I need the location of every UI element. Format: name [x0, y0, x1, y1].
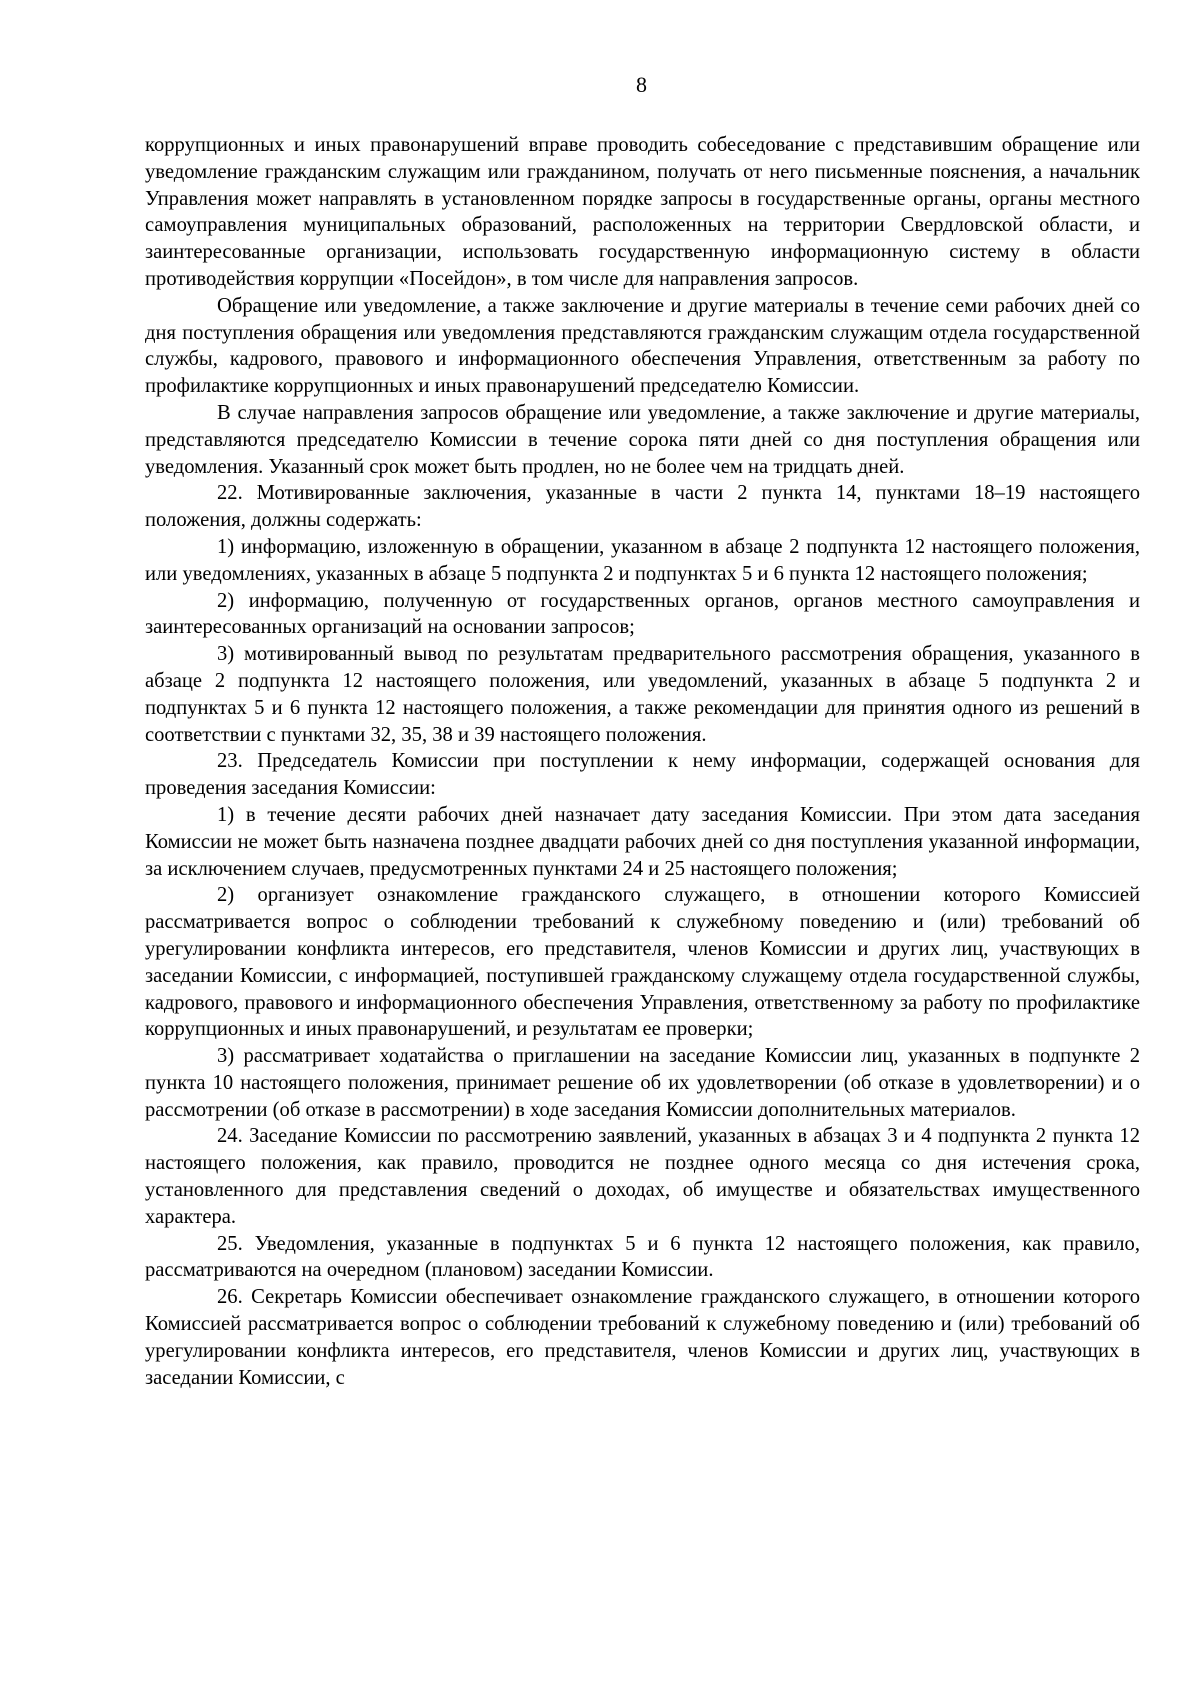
document-body — [145, 132, 1140, 1391]
paragraph: Обращение или уведомление, а также заключение и другие материалы в течение семи рабочих дней со дня поступления обращения или уведомления представляются гражданским служащим отдела государственной службы, кадрового, правового и информационного обеспечения Управления, ответственным за работу по профилактике коррупционных и иных правонарушений председателю Комиссии. — [145, 294, 1140, 398]
page-number: 8 — [636, 72, 647, 97]
clause-22: 22. Мотивированные заключения, указанные в части 2 пункта 14, пунктами 18–19 настоящего положения, должны содержать: — [145, 482, 1140, 532]
subclause-22-1: 1) информацию, изложенную в обращении, указанном в абзаце 2 подпункта 12 настоящего положения, или уведомлениях, указанных в абзаце 5 подпункта 2 и подпунктах 5 и 6 пункта 12 настоящего положения; — [145, 535, 1140, 585]
subclause-23-3: 3) рассматривает ходатайства о приглашении на заседание Комиссии лиц, указанных в подпункте 2 пункта 10 настоящего положения, принимает решение об их удовлетворении (об отказе в удовлетворении) и о рассмотрении (об отказе в рассмотрении) в ходе заседания Комиссии дополнительных материалов. — [145, 1045, 1140, 1121]
clause-25: 25. Уведомления, указанные в подпунктах 5 и 6 пункта 12 настоящего положения, как правило, рассматриваются на очередном (плановом) заседании Комиссии. — [145, 1232, 1140, 1282]
subclause-22-3: 3) мотивированный вывод по результатам предварительного рассмотрения обращения, указанного в абзаце 2 подпункта 12 настоящего положения, или уведомлений, указанных в абзаце 5 подпункта 2 и подпунктах 5 и 6 пункта 12 настоящего положения, а также рекомендации для принятия одного из решений в соответствии с пунктами 32, 35, 38 и 39 настоящего положения. — [145, 643, 1140, 746]
subclause-22-2: 2) информацию, полученную от государственных органов, органов местного самоуправления и заинтересованных организаций на основании запросов; — [145, 589, 1140, 639]
clause-23: 23. Председатель Комиссии при поступлении к нему информации, содержащей основания для проведения заседания Комиссии: — [145, 750, 1140, 800]
subclause-23-1: 1) в течение десяти рабочих дней назначает дату заседания Комиссии. При этом дата заседания Комиссии не может быть назначена позднее двадцати рабочих дней со дня поступления указанной информации, за исключением случаев, предусмотренных пунктами 24 и 25 настоящего положения; — [145, 803, 1140, 880]
paragraph: В случае направления запросов обращение или уведомление, а также заключение и другие материалы, представляются председателю Комиссии в течение сорока пяти дней со дня поступления обращения или уведомления. Указанный срок может быть продлен, но не более чем на тридцать дней. — [145, 401, 1140, 478]
subclause-23-2: 2) организует ознакомление гражданского служащего, в отношении которого Комиссией рассматривается вопрос о соблюдении требований к служебному поведению и (или) требований об урегулировании конфликта интересов, его представителя, членов Комиссии и других лиц, участвующих в заседании Комиссии, с информацией, поступившей гражданскому служащему отдела государственной службы, кадрового, правового и информационного обеспечения Управления, ответственному за работу по профилактике коррупционных и иных правонарушений, и результатам ее проверки; — [145, 884, 1140, 1041]
paragraph-continuation: коррупционных и иных правонарушений вправе проводить собеседование с представившим обращение или уведомление гражданским служащим или гражданином, получать от него письменные пояснения, а начальник Управления может направлять в установленном порядке запросы в государственные органы, органы местного самоуправления муниципальных образований, расположенных на территории Свердловской области, и заинтересованные организации, использовать государственную информационную систему в области противодействия коррупции «Посейдон», в том числе для направления запросов. — [145, 134, 1140, 290]
clause-26: 26. Секретарь Комиссии обеспечивает ознакомление гражданского служащего, в отношении которого Комиссией рассматривается вопрос о соблюдении требований к служебному поведению и (или) требований об урегулировании конфликта интересов, его представителя, членов Комиссии и других лиц, участвующих в заседании Комиссии, с — [145, 1286, 1140, 1389]
clause-24: 24. Заседание Комиссии по рассмотрению заявлений, указанных в абзацах 3 и 4 подпункта 2 пункта 12 настоящего положения, как правило, проводится не позднее одного месяца со дня истечения срока, установленного для представления сведений о доходах, об имуществе и обязательствах имущественного характера. — [145, 1125, 1140, 1228]
